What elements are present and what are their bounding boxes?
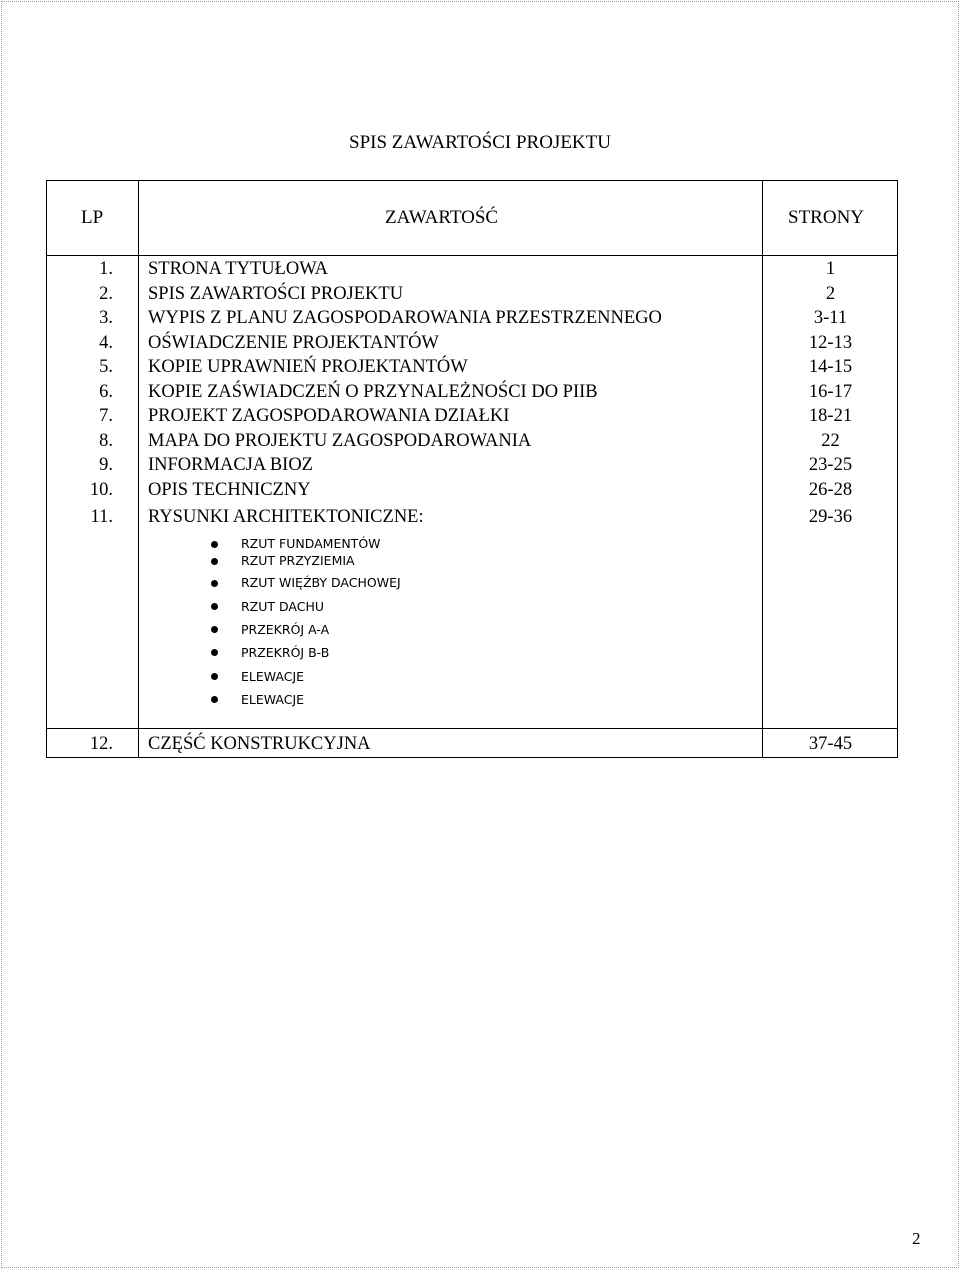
- table-row: [47, 406, 897, 430]
- row-text: PROJEKT ZAGOSPODAROWANIA DZIAŁKI: [148, 406, 510, 426]
- row-text: SPIS ZAWARTOŚCI PROJEKTU: [148, 283, 404, 304]
- row-text: KOPIE ZAŚWIADCZEŃ O PRZYNALEŻNOŚCI DO PIIB: [148, 381, 598, 402]
- row-number: 6.: [99, 381, 113, 402]
- page-number: 2: [912, 1229, 921, 1248]
- drawing-item: RZUT WIĘŹBY DACHOWEJ: [241, 575, 401, 590]
- row-number: 11.: [90, 507, 113, 527]
- row-pages: 3-11: [813, 308, 848, 328]
- row-pages: 12-13: [808, 332, 853, 353]
- row-text: STRONA TYTUŁOWA: [148, 259, 329, 279]
- header-divider: [47, 255, 897, 256]
- row-number: 4.: [99, 332, 113, 353]
- drawing-item: PRZEKRÓJ A-A: [241, 622, 330, 637]
- drawing-item: PRZEKRÓJ B-B: [241, 645, 330, 660]
- table-row: [47, 308, 897, 332]
- row-text: KOPIE UPRAWNIEŃ PROJEKTANTÓW: [148, 357, 468, 377]
- bullet-icon: [211, 603, 218, 610]
- header-lp: LP: [81, 207, 104, 228]
- bullet-icon: [211, 696, 218, 703]
- bullet-icon: [211, 541, 218, 548]
- row-text: CZĘŚĆ KONSTRUKCYJNA: [148, 734, 371, 754]
- table-row: [47, 259, 897, 283]
- table-row: [47, 507, 897, 531]
- row-number: 10.: [89, 479, 113, 500]
- table-row: [47, 284, 897, 308]
- row-number: 12.: [89, 734, 113, 754]
- row-pages: 29-36: [808, 507, 853, 527]
- row-pages: 14-15: [808, 357, 853, 377]
- drawing-item: ELEWACJE: [241, 692, 305, 707]
- row-text: MAPA DO PROJEKTU ZAGOSPODAROWANIA: [148, 430, 532, 451]
- row-text: INFORMACJA BIOZ: [148, 455, 313, 475]
- table-row: [47, 734, 897, 758]
- table-row: [47, 431, 897, 455]
- drawing-item: RZUT FUNDAMENTÓW: [241, 536, 381, 551]
- row-text: OPIS TECHNICZNY: [148, 479, 311, 500]
- row-number: 1.: [99, 259, 113, 279]
- row-text: WYPIS Z PLANU ZAGOSPODAROWANIA PRZESTRZENNEGO: [148, 308, 662, 328]
- bullet-icon: [211, 626, 218, 633]
- contents-table: [46, 180, 898, 758]
- bullet-icon: [211, 558, 218, 565]
- row-number: 9.: [99, 455, 113, 475]
- table-row: [47, 382, 897, 406]
- bullet-icon: [211, 673, 218, 680]
- row-number: 5.: [99, 357, 113, 377]
- row-pages: 26-28: [808, 479, 853, 500]
- header-pages: STRONY: [788, 207, 865, 228]
- row-pages: 18-21: [808, 406, 853, 426]
- table-row: [47, 455, 897, 479]
- row-number: 8.: [99, 430, 113, 451]
- row-text: OŚWIADCZENIE PROJEKTANTÓW: [148, 332, 439, 353]
- page-title: SPIS ZAWARTOŚCI PROJEKTU: [349, 132, 611, 153]
- drawing-item: ELEWACJE: [241, 669, 305, 684]
- row-pages: 2: [825, 283, 836, 304]
- row-number: 3.: [99, 308, 113, 328]
- row-pages: 37-45: [808, 734, 853, 754]
- table-row: [47, 357, 897, 381]
- row-pages: 1: [825, 259, 836, 279]
- row-number: 2.: [99, 283, 113, 304]
- row-pages: 16-17: [808, 381, 853, 402]
- last-row-divider: [47, 728, 897, 729]
- row-number: 7.: [99, 406, 113, 426]
- row-pages: 23-25: [808, 455, 853, 475]
- bullet-icon: [211, 580, 218, 587]
- header-content: ZAWARTOŚĆ: [385, 207, 499, 228]
- row-text: RYSUNKI ARCHITEKTONICZNE:: [148, 507, 424, 527]
- drawing-item: RZUT DACHU: [241, 599, 325, 614]
- table-row: [47, 333, 897, 357]
- row-pages: 22: [821, 430, 840, 451]
- bullet-icon: [211, 649, 218, 656]
- drawing-item: RZUT PRZYZIEMIA: [241, 553, 355, 568]
- table-row: [47, 480, 897, 504]
